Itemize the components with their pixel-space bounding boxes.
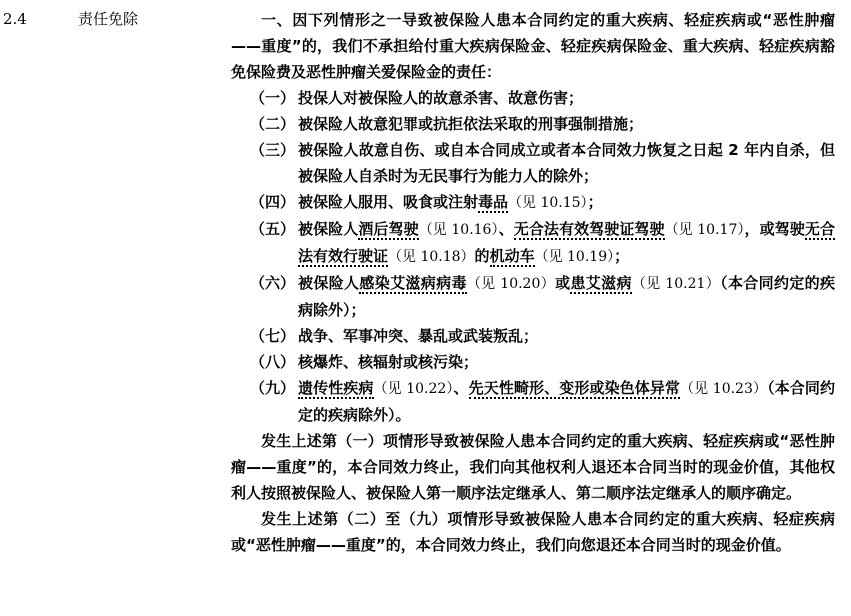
defined-term: 感染艾滋病病毒 [359, 274, 467, 292]
exclusion-item [231, 323, 835, 349]
item-text-segment: 投保人对被保险人的故意杀害、故意伤害； [298, 89, 584, 107]
defined-term: 遗传性疾病 [298, 379, 374, 397]
exclusion-item-text [298, 353, 478, 371]
exclusion-list [231, 85, 835, 428]
defined-term: 机动车 [489, 247, 535, 265]
item-text-segment: 的 [474, 247, 490, 265]
item-text-segment: 、 [498, 220, 514, 238]
exclusion-item-text [298, 193, 603, 211]
term-reference: （见 10.23） [680, 381, 768, 397]
term-reference: （见 10.21） [631, 276, 721, 292]
exclusion-item-marker: （五） [250, 220, 296, 238]
defined-term: 先天性畸形、变形或染色体异常 [468, 379, 681, 397]
exclusion-item [231, 375, 835, 428]
defined-term: 患艾滋病 [570, 274, 632, 292]
item-text-segment: 核爆炸、核辐射或核污染； [298, 353, 479, 371]
term-reference: （见 10.22） [373, 381, 454, 397]
term-reference: （见 10.15） [508, 195, 588, 211]
item-text-segment: （本合同约定的疾病除外）。 [298, 379, 835, 424]
exclusion-item-text [298, 274, 835, 319]
term-reference: （见 10.20） [466, 276, 556, 292]
exclusion-item [231, 270, 835, 323]
item-text-segment: 被保险人 [298, 274, 360, 292]
item-text-segment: ，或驾驶 [744, 220, 805, 238]
term-reference: （见 10.17） [664, 222, 745, 238]
exclusion-item-text [298, 141, 835, 185]
exclusion-item [231, 85, 835, 111]
section-title: 责任免除 [78, 10, 139, 28]
closing-paragraph-2: 发生上述第（二）至（九）项情形导致被保险人患本合同约定的重大疾病、轻症疾病或“恶性肿瘤——重度”的，本合同效力终止，我们向您退还本合同当时的现金价值。 [231, 510, 835, 554]
exclusion-item [231, 111, 835, 137]
closing-paragraph-1: 发生上述第（一）项情形导致被保险人患本合同约定的重大疾病、轻症疾病或“恶性肿瘤——重度”的，本合同效力终止，我们向其他权利人退还本合同当时的现金价值，其他权利人按照被保险人、被保险人第一顺序法定继承人、第二顺序法定继承人的顺序确定。 [231, 432, 835, 502]
exclusion-item-text [298, 379, 835, 424]
exclusion-item-marker: （三） [250, 141, 296, 159]
exclusion-item-text [298, 115, 643, 133]
item-text-segment: ； [614, 247, 630, 265]
exclusion-item-marker: （二） [250, 115, 296, 133]
exclusion-item [231, 349, 835, 375]
exclusion-item [231, 189, 835, 216]
defined-term: 毒品 [478, 193, 509, 211]
exclusion-item-marker: （九） [250, 379, 296, 397]
item-text-segment: 被保险人服用、吸食或注射 [298, 193, 479, 211]
exclusion-item-marker: （一） [250, 89, 296, 107]
item-text-segment: ； [587, 193, 603, 211]
term-reference: （见 10.19） [534, 249, 615, 265]
exclusions-content [231, 7, 835, 558]
exclusion-item-text [298, 327, 538, 345]
exclusion-item [231, 216, 835, 270]
exclusion-item-text [298, 89, 583, 107]
exclusion-item [231, 137, 835, 189]
term-reference: （见 10.18） [388, 249, 475, 265]
item-text-segment: 被保险人 [298, 220, 359, 238]
item-text-segment: 或 [555, 274, 571, 292]
defined-term: 酒后驾驶 [358, 220, 419, 238]
item-text-segment: 被保险人故意自伤、或自本合同成立或者本合同效力恢复之日起 2 年内自杀，但被保险人自杀时为无民事行为能力人的除外； [298, 141, 835, 185]
item-text-segment: 战争、军事冲突、暴乱或武装叛乱； [298, 327, 539, 345]
intro-paragraph: 一、因下列情形之一导致被保险人患本合同约定的重大疾病、轻症疾病或“恶性肿瘤——重度”的，我们不承担给付重大疾病保险金、轻症疾病保险金、重大疾病、轻症疾病豁免保险费及恶性肿瘤关爱保险金的责任： [231, 11, 835, 81]
section-number: 2.4 [3, 10, 27, 28]
exclusion-item-marker: （四） [250, 193, 296, 211]
defined-term: 无合法有效行驶证 [298, 220, 835, 265]
exclusion-item-marker: （七） [250, 327, 296, 345]
defined-term: 无合法有效驾驶证驾驶 [513, 220, 665, 238]
term-reference: （见 10.16） [418, 222, 499, 238]
item-text-segment: 、 [453, 379, 469, 397]
exclusion-item-marker: （八） [250, 353, 296, 371]
exclusion-item-text [298, 220, 835, 265]
item-text-segment: （本合同约定的疾病除外）； [298, 274, 836, 319]
item-text-segment: 被保险人故意犯罪或抗拒依法采取的刑事强制措施； [298, 115, 644, 133]
exclusion-item-marker: （六） [250, 274, 296, 292]
